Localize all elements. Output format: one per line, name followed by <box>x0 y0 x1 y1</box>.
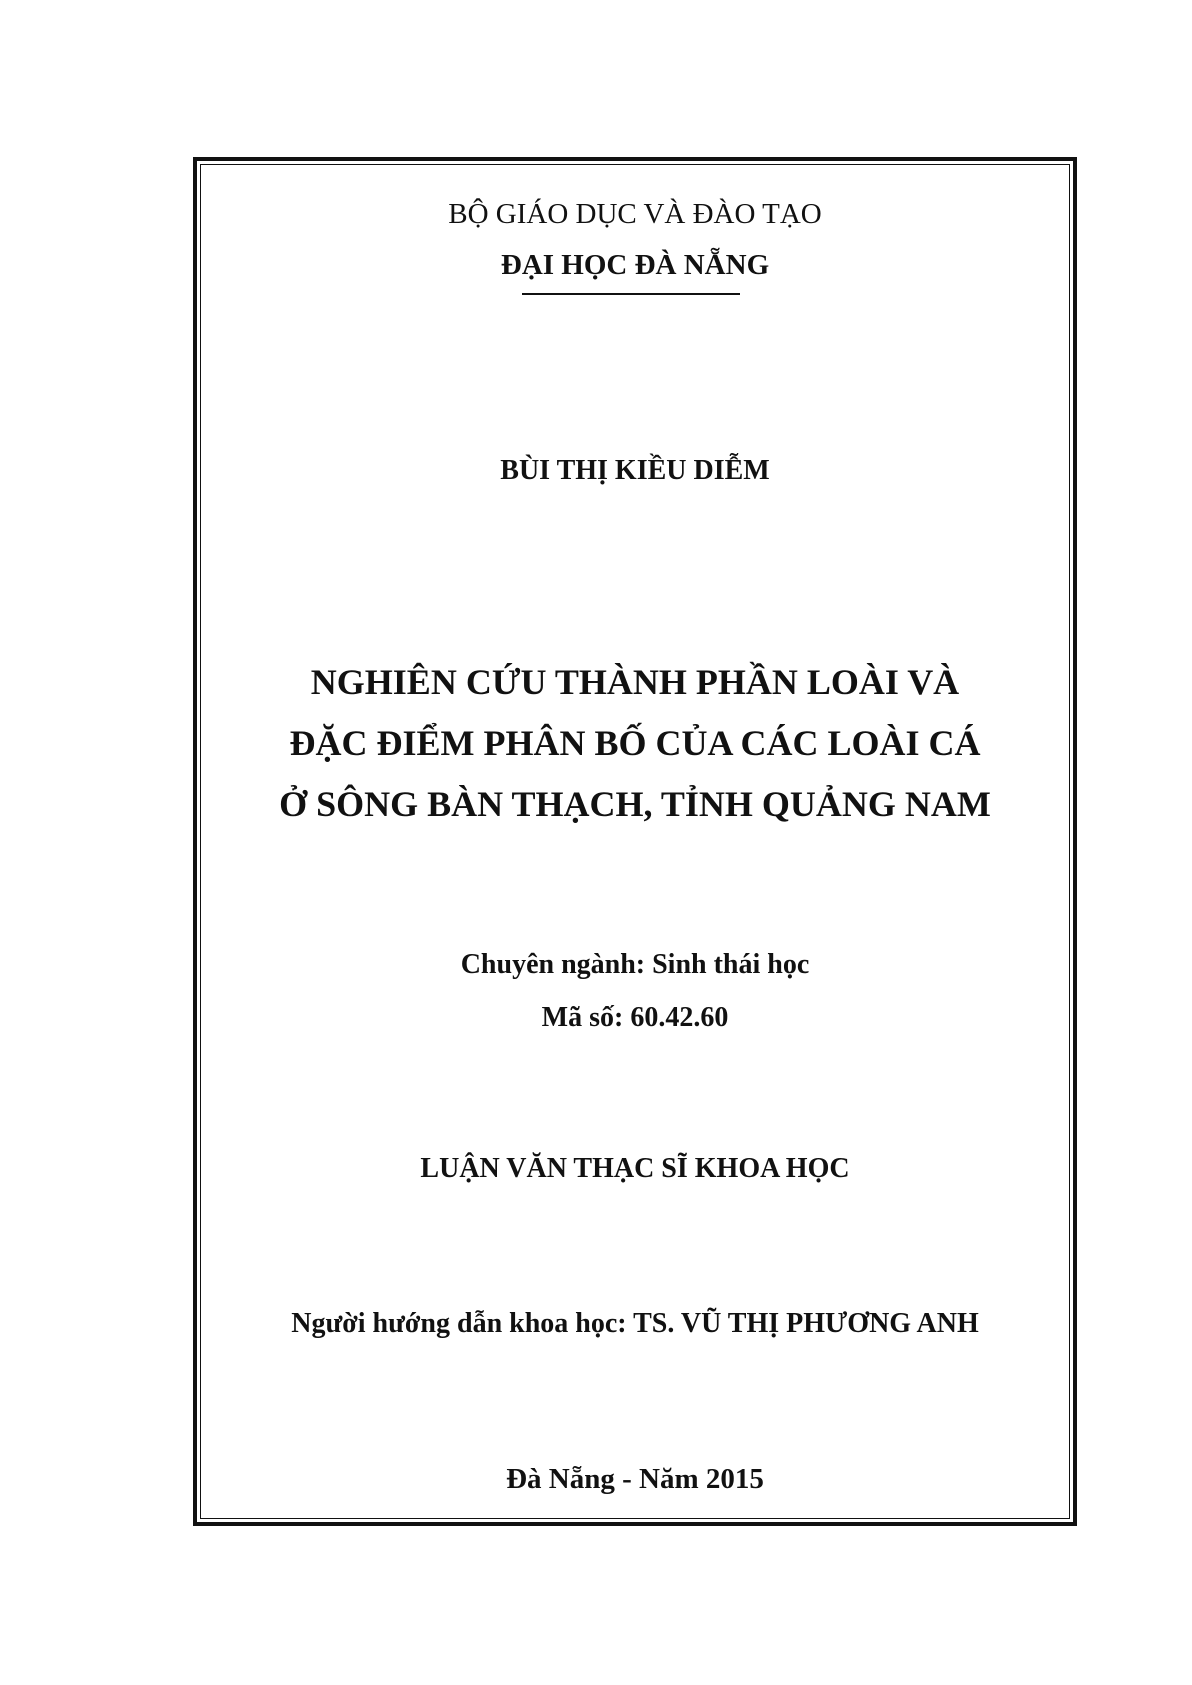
major-code: Mã số: 60.42.60 <box>541 1002 729 1033</box>
place-and-year: Đà Nẵng - Năm 2015 <box>506 1463 764 1495</box>
university-name: ĐẠI HỌC ĐÀ NẴNG <box>500 249 770 281</box>
thesis-title-line-1: NGHIÊN CỨU THÀNH PHẦN LOÀI VÀ <box>310 662 960 702</box>
thesis-title-line-2: ĐẶC ĐIỂM PHÂN BỐ CỦA CÁC LOÀI CÁ <box>289 723 981 763</box>
degree-label: LUẬN VĂN THẠC SĨ KHOA HỌC <box>420 1153 850 1184</box>
ministry-name: BỘ GIÁO DỤC VÀ ĐÀO TẠO <box>448 198 822 230</box>
major-label: Chuyên ngành: Sinh thái học <box>460 949 810 980</box>
supervisor-label: Người hướng dẫn khoa học: TS. VŨ THỊ PHƯƠNG ANH <box>291 1308 979 1339</box>
author-name: BÙI THỊ KIỀU DIỄM <box>500 455 770 486</box>
university-underline <box>522 293 740 295</box>
thesis-title-line-3: Ở SÔNG BÀN THẠCH, TỈNH QUẢNG NAM <box>279 784 991 824</box>
